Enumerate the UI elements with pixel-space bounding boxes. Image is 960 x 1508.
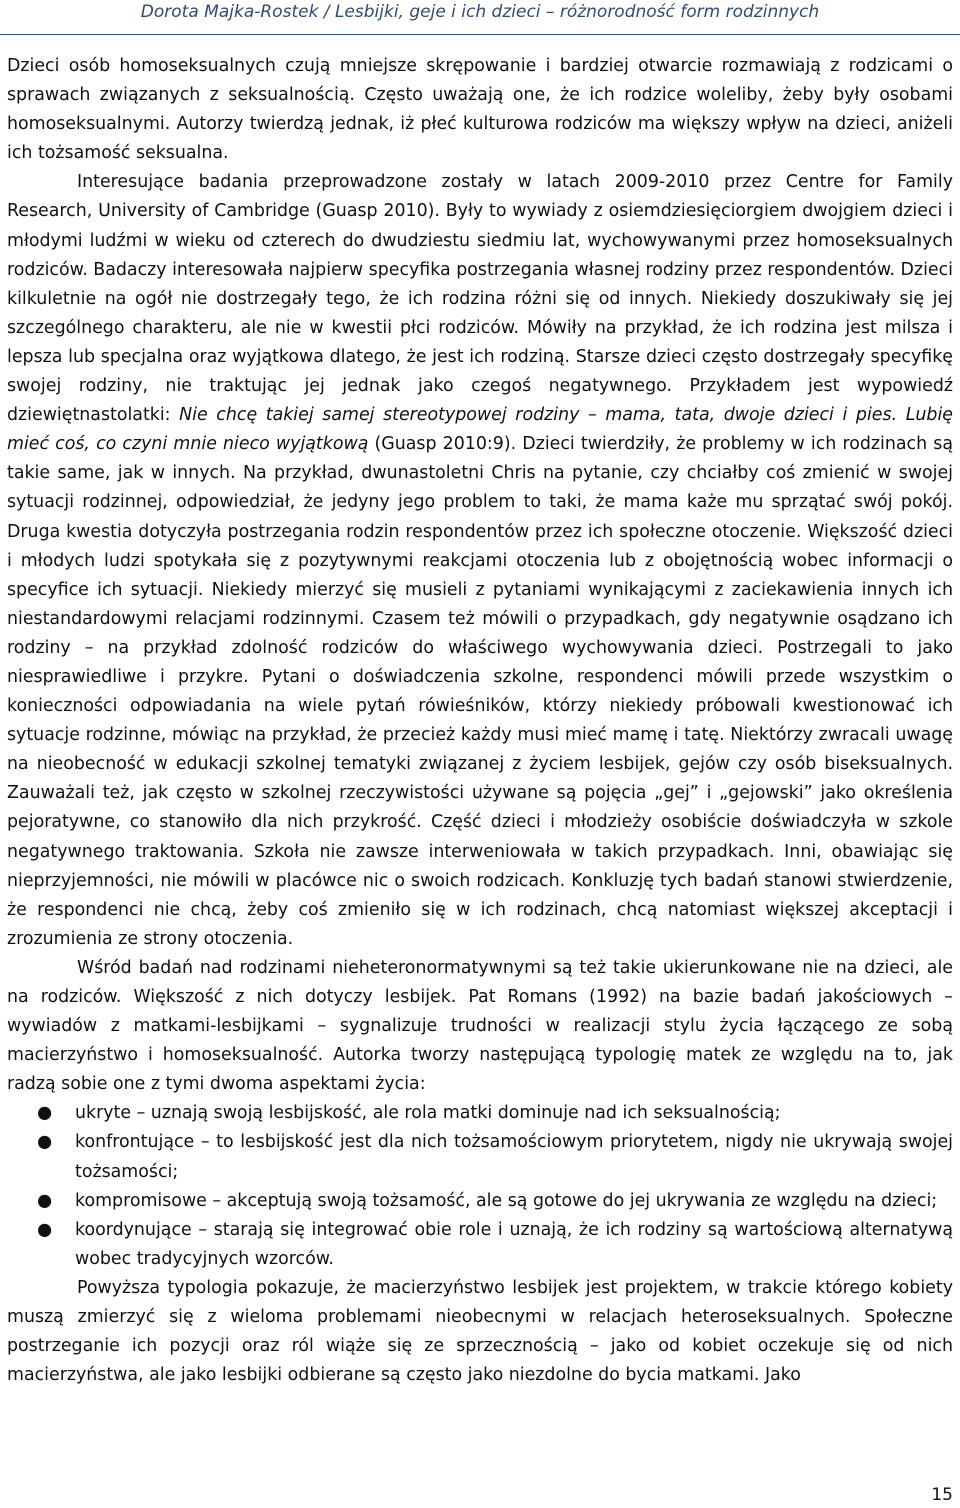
bullet-icon: ●: [37, 1219, 53, 1240]
list-item-text: ukryte – uznają swoją lesbijskość, ale rola matki dominuje nad ich seksualnością;: [75, 1103, 781, 1124]
paragraph-2-text-a: Interesujące badania przeprowadzone zostały w latach 2009-2010 przez Centre for Family Research, University of Cambridge (Guasp 2010). Były to wywiady z osiemdziesięciorgiem dwojgiem dzieci i młodymi ludźmi w wieku od czterech do dwudziestu siedmiu lat, wychowywanymi przez homoseksualnych rodziców. Badaczy interesowała najpierw specyfika postrzegania własnej rodziny przez respondentów. Dzieci kilkuletnie na ogół nie dostrzegały tego, że ich rodzina różni się od innych. Niekiedy doszukiwały się jej szczególnego charakteru, ale nie w kwestii płci rodziców. Mówiły na przykład, że ich rodzina jest milsza i lepsza lub specjalna oraz wyjątkowa dlatego, że jest ich rodziną. Starsze dzieci często dostrzegały specyfikę swojej rodziny, nie traktując jej jednak jako czegoś negatywnego. Przykładem jest wypowiedź dziewiętnastolatki:: [7, 172, 953, 426]
typology-list: [7, 1099, 953, 1274]
bullet-icon: ●: [37, 1190, 53, 1211]
paragraph-2-text-b: (Guasp 2010:9). Dzieci twierdziły, że problemy w ich rodzinach są takie same, jak w innych. Na przykład, dwunastoletni Chris na pytanie, czy chciałby coś zmienić w swojej sytuacji rodzinnej, odpowiedział, że jedyny jego problem to taki, że mama każe mu sprzątać swój pokój. Druga kwestia dotyczyła postrzegania rodzin respondentów przez ich społeczne otoczenie. Większość dzieci i młodych ludzi spotykała się z pozytywnymi reakcjami otoczenia lub z obojętnością wobec informacji o specyfice ich sytuacji. Niekiedy mierzyć się musieli z pytaniami wynikającymi z zaciekawienia innych ich niestandardowymi relacjami rodzinnymi. Czasem też mówili o przypadkach, gdy negatywnie osądzano ich rodziny – na przykład zdolność rodziców do właściwego wychowywania dzieci. Postrzegali to jako niesprawiedliwe i przykre. Pytani o doświadczenia szkolne, respondenci mówili przede wszystkim o konieczności odpowiadania na wiele pytań rówieśników, którzy niekiedy próbowali kwestionować ich sytuacje rodzinne, mówiąc na przykład, że przecież każdy musi mieć mamę i tatę. Niektórzy zwracali uwagę na nieobecność w edukacji szkolnej tematyki związanej z życiem lesbijek, gejów czy osób biseksualnych. Zauważali też, jak często w szkolnej rzeczywistości używane są pojęcia „gej” i „gejowski” jako określenia pejoratywne, co stanowiło dla nich przykrość. Część dzieci i młodzieży osobiście doświadczyła w szkole negatywnego traktowania. Szkoła nie zawsze interweniowała w takich przypadkach. Inni, obawiając się nieprzyjemności, nie mówili w placówce nic o swoich rodzicach. Konkluzję tych badań stanowi stwierdzenie, że respondenci nie chcą, żeby coś zmieniło się w ich rodzinach, chcą natomiast większej akceptacji i zrozumienia ze strony otoczenia.: [7, 434, 953, 949]
list-item: [7, 1099, 953, 1128]
list-item-text: koordynujące – starają się integrować obie role i uznają, że ich rodziny są wartościową alternatywą wobec tradycyjnych wzorców.: [75, 1219, 953, 1269]
page-body: [7, 52, 953, 1390]
bullet-icon: ●: [37, 1132, 53, 1153]
list-item: [7, 1216, 953, 1274]
running-header-title: Dorota Majka-Rostek / Lesbijki, geje i ich dzieci – różnorodność form rodzinnych: [140, 2, 820, 22]
list-item: [7, 1128, 953, 1186]
paragraph-3: Wśród badań nad rodzinami nieheteronormatywnymi są też takie ukierunkowane nie na dzieci, ale na rodziców. Większość z nich dotyczy lesbijek. Pat Romans (1992) na bazie badań jakościowych – wywiadów z matkami-lesbijkami – sygnalizuje trudności w realizacji stylu życia łączącego ze sobą macierzyństwo i homoseksualność. Autorka tworzy następującą typologię matek ze względu na to, jak radzą sobie one z tymi dwoma aspektami życia:: [7, 957, 953, 1095]
bullet-icon: ●: [37, 1103, 53, 1124]
list-item: [7, 1187, 953, 1216]
list-item-text: kompromisowe – akceptują swoją tożsamość, ale są gotowe do jej ukrywania ze względu na dzieci;: [75, 1190, 938, 1211]
paragraph-1: Dzieci osób homoseksualnych czują mniejsze skrępowanie i bardziej otwarcie rozmawiają z rodzicami o sprawach związanych z seksualnością. Często uważają one, że ich rodzice woleliby, żeby były osobami homoseksualnymi. Autorzy twierdzą jednak, iż płeć kulturowa rodziców ma większy wpływ na dzieci, aniżeli ich tożsamość seksualna.: [7, 56, 953, 164]
running-header: [0, 0, 960, 36]
list-item-text: konfrontujące – to lesbijskość jest dla nich tożsamościowym priorytetem, nigdy nie ukrywają swojej tożsamości;: [75, 1132, 953, 1182]
paragraph-2: [7, 168, 953, 954]
header-divider: [0, 34, 960, 35]
paragraph-2-quote: Nie chcę takiej samej stereotypowej rodziny – mama, tata, dwoje dzieci i pies. Lubię mieć coś, co czyni mnie nieco wyjątkową: [7, 405, 953, 455]
paragraph-4: Powyższa typologia pokazuje, że macierzyństwo lesbijek jest projektem, w trakcie którego kobiety muszą zmierzyć się z wieloma problemami nieobecnymi w relacjach heteroseksualnych. Społeczne postrzeganie ich pozycji oraz ról wiąże się ze sprzecznością – jako od kobiet oczekuje się od nich macierzyństwa, ale jako lesbijki odbierane są często jako niezdolne do bycia matkami. Jako: [7, 1277, 953, 1386]
page-number: 15: [931, 1485, 953, 1505]
